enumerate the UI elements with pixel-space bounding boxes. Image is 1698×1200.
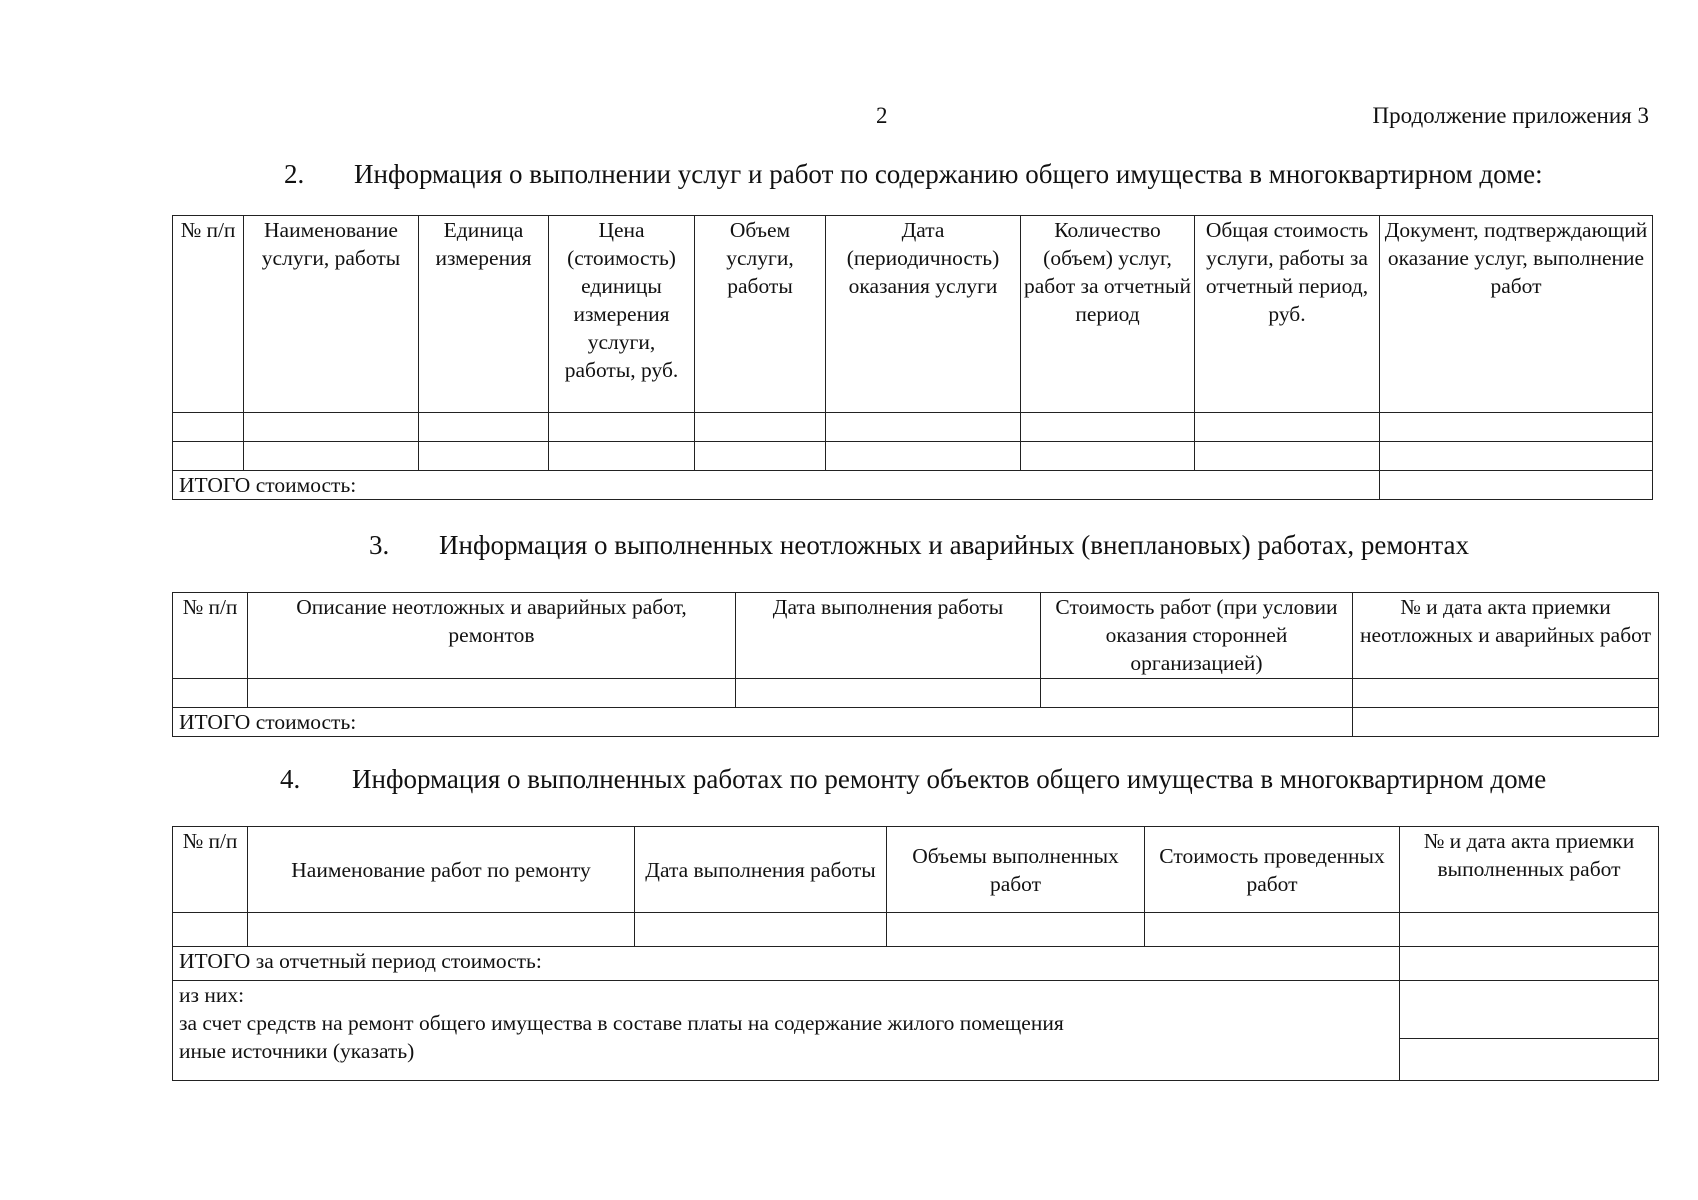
appendix-continuation-label: Продолжение приложения 3 (1372, 103, 1649, 128)
table-cell[interactable] (1041, 679, 1353, 708)
total-row (173, 947, 1659, 981)
table-cell[interactable] (248, 913, 635, 947)
table-cell[interactable] (887, 913, 1145, 947)
total-label: ИТОГО стоимость: (173, 471, 1380, 500)
table-cell[interactable] (695, 442, 826, 471)
total-value-cell[interactable] (1400, 947, 1659, 981)
column-header: Общая стоимость услуги, работы за отчетный период, руб. (1195, 216, 1380, 413)
common-property-repair-table (172, 826, 1659, 1081)
table-cell[interactable] (695, 413, 826, 442)
table-cell[interactable] (1195, 442, 1380, 471)
table-cell[interactable] (173, 413, 244, 442)
table-cell[interactable] (1145, 913, 1400, 947)
table-row (173, 679, 1659, 708)
section-4-title: Информация о выполненных работах по ремонту объектов общего имущества в многоквартирном доме (352, 764, 1547, 794)
services-works-table (172, 215, 1653, 500)
other-sources-label: иные источники (указать) (179, 1039, 415, 1063)
column-header: № п/п (173, 827, 248, 913)
table-cell[interactable] (1195, 413, 1380, 442)
column-header: Цена (стоимость) единицы измерения услуги, работы, руб. (549, 216, 695, 413)
table-row (173, 442, 1653, 471)
total-row (173, 471, 1653, 500)
table-cell[interactable] (1380, 442, 1653, 471)
emergency-works-table (172, 592, 1659, 737)
column-header: Объем услуги, работы (695, 216, 826, 413)
section-2-heading (284, 159, 1543, 190)
funding-sources-cell (173, 981, 1400, 1081)
table-cell[interactable] (419, 442, 549, 471)
table-cell[interactable] (635, 913, 887, 947)
table-cell[interactable] (248, 679, 736, 708)
section-3-title: Информация о выполненных неотложных и аварийных (внеплановых) работах, ремонтах (439, 530, 1469, 560)
table-cell[interactable] (173, 442, 244, 471)
section-4-heading (280, 764, 1546, 795)
column-header: Дата (периодичность) оказания услуги (826, 216, 1021, 413)
table-cell[interactable] (244, 413, 419, 442)
section-4-number: 4. (280, 764, 301, 794)
column-header: Единица измерения (419, 216, 549, 413)
table-row (173, 913, 1659, 947)
page-number: 2 (876, 103, 888, 128)
table-cell[interactable] (549, 442, 695, 471)
table-row (173, 413, 1653, 442)
total-value-cell[interactable] (1380, 471, 1653, 500)
table-cell[interactable] (419, 413, 549, 442)
table-cell[interactable] (173, 913, 248, 947)
column-header: Дата выполнения работы (635, 827, 887, 913)
table-header-row (173, 216, 1653, 413)
column-header: № и дата акта приемки выполненных работ (1400, 827, 1659, 913)
table-cell[interactable] (826, 413, 1021, 442)
funding-row (173, 981, 1659, 1039)
other-sources-value-cell[interactable] (1400, 1039, 1659, 1081)
column-header: Описание неотложных и аварийных работ, ремонтов (248, 593, 736, 679)
table-cell[interactable] (1380, 413, 1653, 442)
column-header: № и дата акта приемки неотложных и аварийных работ (1353, 593, 1659, 679)
total-label: ИТОГО за отчетный период стоимость: (173, 947, 1400, 981)
repair-fund-source-label: за счет средств на ремонт общего имущества в составе платы на содержание жилого помещения (179, 1011, 1064, 1035)
table-header-row (173, 827, 1659, 913)
table-cell[interactable] (1021, 413, 1195, 442)
section-2-number: 2. (284, 159, 305, 189)
column-header: Количество (объем) услуг, работ за отчетный период (1021, 216, 1195, 413)
column-header: Стоимость проведенных работ (1145, 827, 1400, 913)
column-header: Наименование услуги, работы (244, 216, 419, 413)
total-row (173, 708, 1659, 737)
total-value-cell[interactable] (1353, 708, 1659, 737)
table-cell[interactable] (736, 679, 1041, 708)
table-cell[interactable] (244, 442, 419, 471)
table-cell[interactable] (1021, 442, 1195, 471)
total-label: ИТОГО стоимость: (173, 708, 1353, 737)
column-header: Стоимость работ (при условии оказания сторонней организацией) (1041, 593, 1353, 679)
section-2-title: Информация о выполнении услуг и работ по содержанию общего имущества в многоквартирном доме: (354, 159, 1543, 189)
of-which-label: из них: (179, 983, 245, 1007)
table-cell[interactable] (1400, 913, 1659, 947)
table-header-row (173, 593, 1659, 679)
column-header: Документ, подтверждающий оказание услуг, выполнение работ (1380, 216, 1653, 413)
table-cell[interactable] (1353, 679, 1659, 708)
table-cell[interactable] (173, 679, 248, 708)
repair-fund-value-cell[interactable] (1400, 981, 1659, 1039)
table-cell[interactable] (549, 413, 695, 442)
section-3-heading (369, 530, 1469, 561)
section-3-number: 3. (369, 530, 390, 560)
table-cell[interactable] (826, 442, 1021, 471)
column-header: № п/п (173, 593, 248, 679)
column-header: Дата выполнения работы (736, 593, 1041, 679)
column-header: № п/п (173, 216, 244, 413)
column-header: Наименование работ по ремонту (248, 827, 635, 913)
column-header: Объемы выполненных работ (887, 827, 1145, 913)
